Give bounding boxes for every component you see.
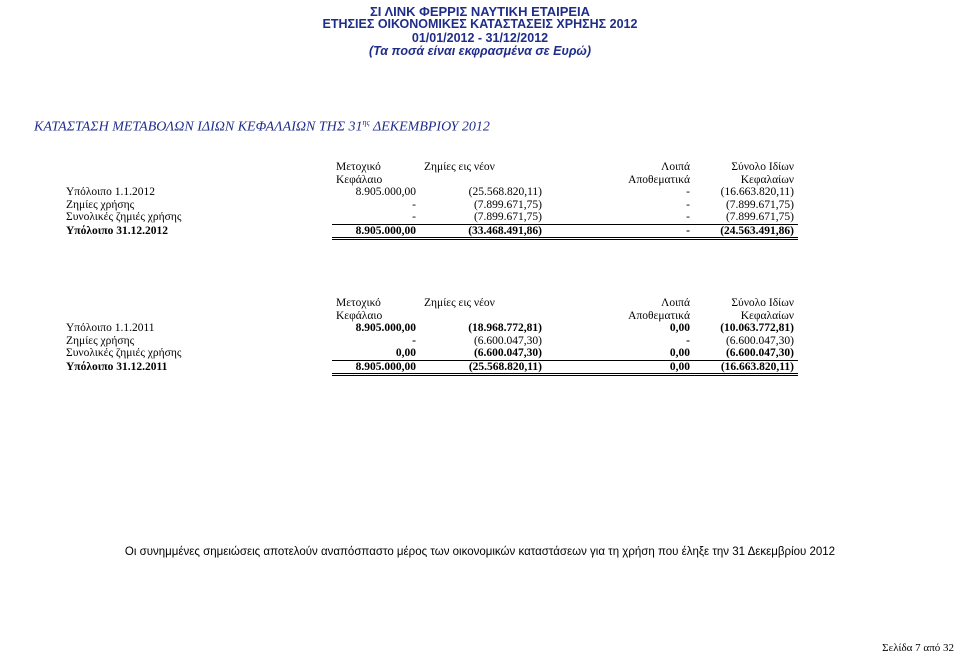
cell-losses: (6.600.047,30) [473, 334, 542, 347]
table-row [62, 347, 798, 360]
table-row-total [62, 224, 798, 239]
equity-table-2012 [62, 161, 798, 240]
cell-reserves: - [686, 198, 690, 211]
cell-reserves: - [546, 224, 694, 239]
header-row-2 [62, 174, 798, 187]
table-row [62, 186, 798, 199]
col-losses-header: Ζημίες εις νέον [424, 161, 495, 173]
page-number: Σελίδα 7 από 32 [882, 642, 954, 654]
col-capital-header: Μετοχικό [336, 297, 381, 309]
cell-losses: (25.568.820,11) [420, 360, 546, 375]
company-name: ΣΙ ΛΙΝΚ ΦΕΡΡΙΣ ΝΑΥΤΙΚΗ ΕΤΑΙΡΕΙΑ [369, 4, 591, 19]
col-reserves-header: Λοιπά [660, 297, 690, 309]
cell-total: (6.600.047,30) [694, 347, 798, 360]
table-row [62, 199, 798, 212]
col-capital-header: Μετοχικό [336, 161, 381, 173]
row-label: Συνολικές ζημιές χρήσης [66, 211, 182, 224]
table-row [62, 322, 798, 335]
table-row [62, 211, 798, 224]
col-losses-header-2 [420, 174, 546, 187]
col-total-header-2: Κεφαλαίων [740, 173, 794, 186]
cell-reserves: 0,00 [669, 322, 690, 334]
cell-reserves: - [686, 186, 690, 198]
row-label: Υπόλοιπο 1.1.2012 [66, 186, 155, 198]
cell-capital: 8.905.000,00 [355, 186, 416, 198]
equity-table-2011 [62, 297, 798, 376]
col-reserves-header-2: Αποθεματικά [628, 309, 690, 322]
cell-losses: (6.600.047,30) [420, 347, 546, 360]
table-row-total [62, 360, 798, 375]
cell-capital: - [332, 211, 420, 224]
row-label: Συνολικές ζημιές χρήσης [66, 347, 182, 360]
cell-total: (6.600.047,30) [725, 334, 794, 347]
currency-note: (Τα ποσά είναι εκφρασμένα σε Ευρώ) [368, 44, 592, 58]
col-capital-header-2: Κεφάλαιο [336, 309, 383, 322]
cell-losses: (7.899.671,75) [420, 211, 546, 224]
section-title [34, 118, 490, 136]
row-label: Υπόλοιπο 1.1.2011 [66, 322, 155, 334]
cell-capital: - [412, 198, 416, 211]
cell-total: (7.899.671,75) [725, 198, 794, 211]
cell-capital: 0,00 [332, 347, 420, 360]
cell-reserves: 0,00 [546, 347, 694, 360]
header-row-1 [62, 297, 798, 310]
cell-total: (10.063.772,81) [720, 322, 794, 334]
section-title-main: ΚΑΤΑΣΤΑΣΗ ΜΕΤΑΒΟΛΩΝ ΙΔΙΩΝ ΚΕΦΑΛΑΙΩΝ ΤΗΣ 31 [34, 119, 363, 135]
cell-total: (16.663.820,11) [694, 360, 798, 375]
cell-reserves: - [546, 211, 694, 224]
col-losses-header-2 [420, 310, 546, 323]
row-label: Υπόλοιπο 31.12.2012 [66, 225, 168, 237]
cell-reserves: - [686, 334, 690, 347]
period-range: 01/01/2012 - 31/12/2012 [411, 31, 549, 45]
statements-title: ΕΤΗΣΙΕΣ ΟΙΚΟΝΟΜΙΚΕΣ ΚΑΤΑΣΤΑΣΕΙΣ ΧΡΗΣΗΣ 2012 [322, 17, 638, 31]
section-title-rest: ΔΕΚΕΜΒΡΙΟΥ 2012 [369, 119, 490, 135]
cell-reserves: 0,00 [546, 360, 694, 375]
col-total-header: Σύνολο Ιδίων [731, 161, 794, 173]
cell-total: (24.563.491,86) [694, 224, 798, 239]
col-total-header: Σύνολο Ιδίων [731, 297, 794, 309]
row-label: Ζημίες χρήσης [66, 198, 135, 211]
header-row-1 [62, 161, 798, 174]
cell-total: (16.663.820,11) [720, 186, 794, 198]
col-reserves-header-2: Αποθεματικά [628, 173, 690, 186]
col-losses-header: Ζημίες εις νέον [424, 297, 495, 309]
table-row [62, 335, 798, 348]
col-total-header-2: Κεφαλαίων [740, 309, 794, 322]
cell-capital: 8.905.000,00 [332, 224, 420, 239]
cell-capital: - [412, 334, 416, 347]
col-reserves-header: Λοιπά [660, 161, 690, 173]
row-label: Υπόλοιπο 31.12.2011 [66, 361, 168, 373]
footnote: Οι συνημμένες σημειώσεις αποτελούν αναπόσπαστο μέρος των οικονομικών καταστάσεων για τη χρήση που έληξε την 31 Δεκεμβρίου 2012 [124, 546, 836, 558]
col-capital-header-2: Κεφάλαιο [336, 173, 383, 186]
cell-capital: 8.905.000,00 [355, 322, 416, 334]
cell-total: (7.899.671,75) [694, 211, 798, 224]
header-row-2 [62, 310, 798, 323]
cell-losses: (33.468.491,86) [420, 224, 546, 239]
cell-losses: (7.899.671,75) [473, 198, 542, 211]
cell-losses: (18.968.772,81) [468, 322, 542, 334]
cell-losses: (25.568.820,11) [468, 186, 542, 198]
cell-capital: 8.905.000,00 [332, 360, 420, 375]
row-label: Ζημίες χρήσης [66, 334, 135, 347]
section-title-sup: ης [362, 118, 370, 127]
